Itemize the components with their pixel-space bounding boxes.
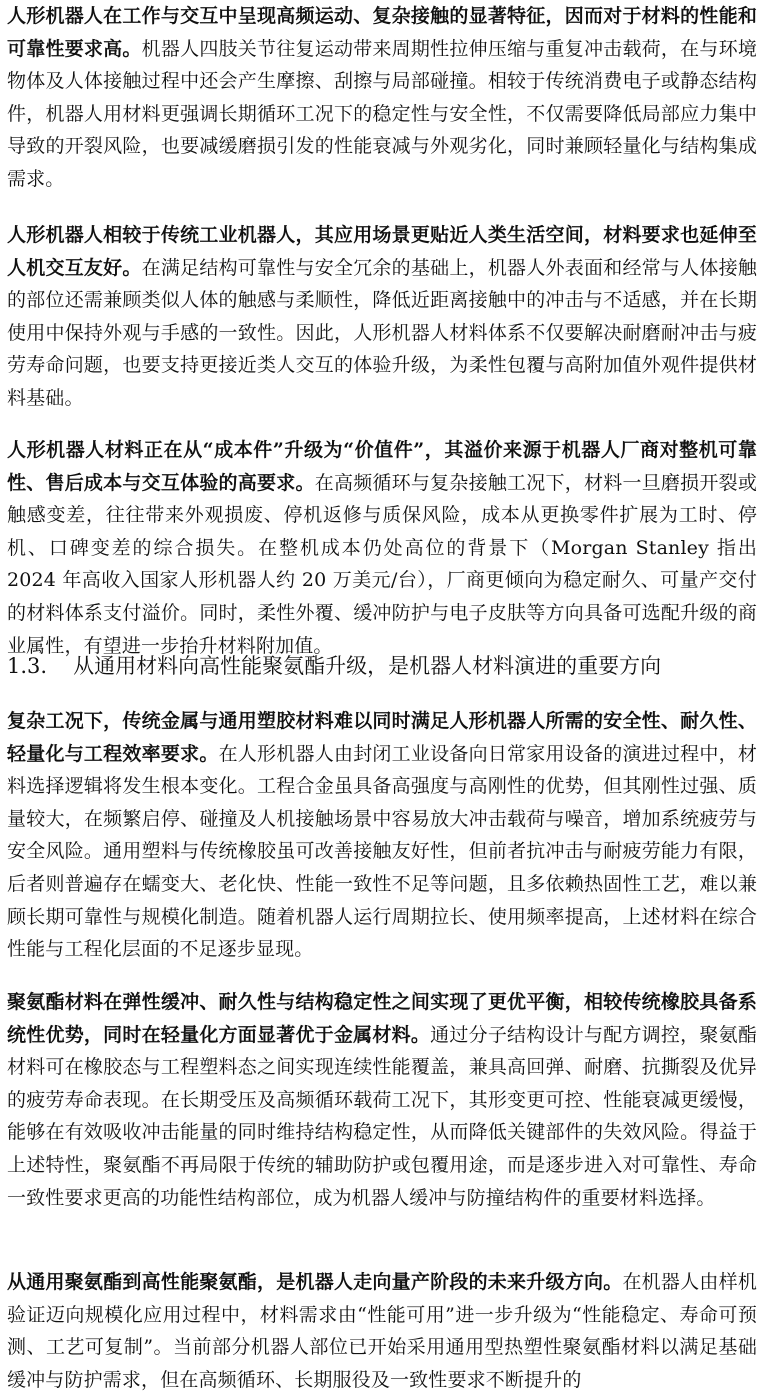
paragraph-body: 在人形机器人由封闭工业设备向日常家用设备的演进过程中，材料选择逻辑将发生根本变化。工程合金虽具备高强度与高刚性的优势，但其刚性过强、质量较大，在频繁启停、碰撞及人机接触场景中容易放大冲击载荷与噪音，增加系统疲劳与安全风险。通用塑料与传统橡胶虽可改善接触友好性，但前者抗冲击与耐疲劳能力有限，后者则普遍存在蠕变大、老化快、性能一致性不足等问题，且多依赖热固性工艺，难以兼顾长期可靠性与规模化制造。随着机器人运行周期拉长、使用频率提高，上述材料在综合性能与工程化层面的不足逐步显现。 (7, 742, 757, 961)
paragraph-body: 通过分子结构设计与配方调控，聚氨酯材料可在橡胶态与工程塑料态之间实现连续性能覆盖，兼具高回弹、耐磨、抗撕裂及优异的疲劳寿命表现。在长期受压及高频循环载荷工况下，其形变更可控、性能衰减更缓慢，能够在有效吸收冲击能量的同时维持结构稳定性，从而降低关键部件的失效风险。得益于上述特性，聚氨酯不再局限于传统的辅助防护或包覆用途，而是逐步进入对可靠性、寿命一致性要求更高的功能性结构部位，成为机器人缓冲与防撞结构件的重要材料选择。 (7, 1023, 757, 1209)
paragraph-high-performance-pu (7, 1266, 757, 1396)
paragraph-lead: 从通用聚氨酯到高性能聚氨酯，是机器人走向量产阶段的未来升级方向。 (7, 1271, 623, 1293)
section-number: 1.3. (7, 654, 48, 678)
paragraph-lead: 聚氨酯材料在弹性缓冲、耐久性与结构稳定性之间实现了更优平衡，相较传统橡胶具备系统性优势，同时在轻量化方面显著优于金属材料。 (7, 991, 757, 1046)
paragraph-human-interaction (7, 219, 757, 415)
section-title: 从通用材料向高性能聚氨酯升级，是机器人材料演进的重要方向 (73, 654, 662, 678)
paragraph-body: 在满足结构可靠性与安全冗余的基础上，机器人外表面和经常与人体接触的部位还需兼顾类似人体的触感与柔顺性，降低近距离接触中的冲击与不适感，并在长期使用中保持外观与手感的一致性。因此，人形机器人材料体系不仅要解决耐磨耐冲击与疲劳寿命问题，也要支持更接近类人交互的体验升级，为柔性包覆与高附加值外观件提供材料基础。 (7, 256, 757, 409)
paragraph-body: 机器人四肢关节往复运动带来周期性拉伸压缩与重复冲击载荷，在与环境物体及人体接触过程中还会产生摩擦、刮擦与局部碰撞。相较于传统消费电子或静态结构件，机器人用材料更强调长期循环工况下的稳定性与安全性，不仅需要降低局部应力集中导致的开裂风险，也要减缓磨损引发的性能衰减与外观劣化，同时兼顾轻量化与结构集成需求。 (7, 37, 757, 190)
paragraph-material-requirements (7, 0, 757, 196)
paragraph-traditional-materials (7, 705, 757, 966)
paragraph-value-upgrade (7, 434, 757, 662)
paragraph-body: 在机器人由样机验证迈向规模化应用过程中，材料需求由“性能可用”进一步升级为“性能稳定、寿命可预测、工艺可复制”。当前部分机器人部位已开始采用通用型热塑性聚氨酯材料以满足基础缓冲与防护需求，但在高频循环、长期服役及一致性要求不断提升的 (7, 1271, 757, 1391)
paragraph-lead: 人形机器人在工作与交互中呈现高频运动、复杂接触的显著特征，因而对于材料的性能和可靠性要求高。 (7, 5, 757, 60)
paragraph-lead: 人形机器人材料正在从“成本件”升级为“价值件”，其溢价来源于机器人厂商对整机可靠性、售后成本与交互体验的高要求。 (7, 439, 757, 494)
section-heading (7, 648, 757, 684)
paragraph-body: 在高频循环与复杂接触工况下，材料一旦磨损开裂或触感变差，往往带来外观损废、停机返修与质保风险，成本从更换零件扩展为工时、停机、口碑变差的综合损失。在整机成本仍处高位的背景下（Morgan Stanley 指出 2024 年高收入国家人形机器人约 20 万美元/台），厂商更倾向为稳定耐久、可量产交付的材料体系支付溢价。同时，柔性外覆、缓冲防护与电子皮肤等方向具备可选配升级的商业属性，有望进一步抬升材料附加值。 (7, 471, 758, 657)
paragraph-lead: 复杂工况下，传统金属与通用塑胶材料难以同时满足人形机器人所需的安全性、耐久性、轻量化与工程效率要求。 (7, 710, 757, 765)
paragraph-lead: 人形机器人相较于传统工业机器人，其应用场景更贴近人类生活空间，材料要求也延伸至人机交互友好。 (7, 224, 757, 279)
paragraph-polyurethane-advantages (7, 986, 757, 1214)
